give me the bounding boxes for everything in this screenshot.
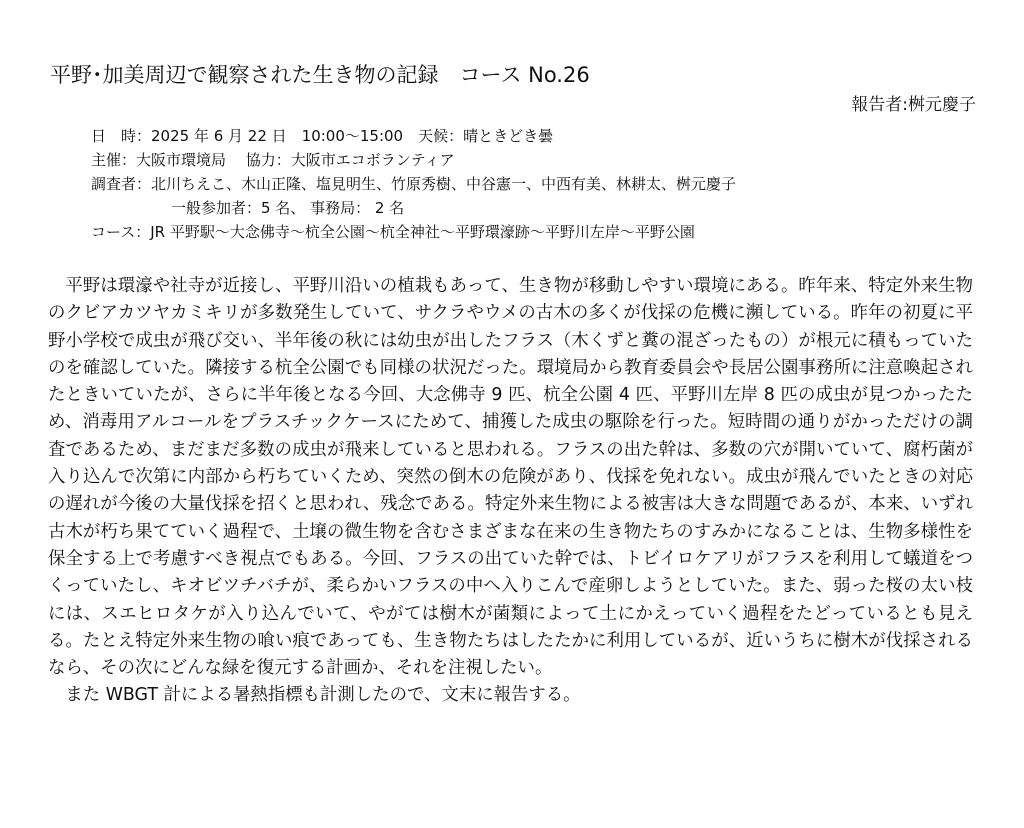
report-paragraph: 平野は環濠や社寺が近接し、平野川沿いの植栽もあって、生き物が移動しやすい環境にある。昨年来、特定外来生物のクビアカツヤカミキリが多数発生していて、サクラやウメの古木の多くが伐採の危機に瀕している。昨年の初夏に平野小学校で成虫が飛び交い、半年後の秋には幼虫が出したフラス（木くずと糞の混ざったもの）が根元に積もっていたのを確認していた。隣接する杭全公園でも同様の状況だった。環境局から教育委員会や長居公園事務所に注意喚起されたときいていたが、さらに半年後となる今回、大念佛寺 9 匹、杭全公園 4 匹、平野川左岸 8 匹の成虫が見つかったため、消毒用アルコールをプラスチックケースにためて、捕獲した成虫の駆除を行った。短時間の通りがかっただけの調査であるため、まだまだ多数の成虫が飛来していると思われる。フラスの出た幹は、多数の穴が開いていて、腐朽菌が入り込んで次第に内部から朽ちていくため、突然の倒木の危険があり、伐採を免れない。成虫が飛んでいたときの対応の遅れが今後の大量伐採を招くと思われ、残念である。特定外来生物による被害は大きな問題であるが、本来、いずれ古木が朽ち果てていく過程で、土壌の微生物を含むさまざまな在来の生き物たちのすみかになることは、生物多様性を保全する上で考慮すべき視点でもある。今回、フラスの出ていた幹では、トビイロケアリがフラスを利用して蟻道をつくっていたし、キオビツチバチが、柔らかいフラスの中へ入りこんで産卵しようとしていた。また、弱った桜の太い枝には、スエヒロタケが入り込んでいて、やがては樹木が菌類によって土にかえっていく過程をたどっているとも見える。たとえ特定外来生物の喰い痕であっても、生き物たちはしたたかに利用しているが、近いうちに樹木が伐採されるなら、その次にどんな緑を復元する計画か、それを注視したい。 [48,276,973,679]
survey-date: 日 時：2025 年 6 月 22 日 10:00～15:00 天候：晴ときどき曇 [91,127,554,145]
survey-course: コース：JR 平野駅～大念佛寺～杭全公園～杭全神社～平野環濠跡～平野川左岸～平野公園 [91,223,695,241]
survey-participants: 一般参加者：5 名、 事務局： 2 名 [171,199,405,217]
report-paragraph: また WBGT 計による暑熱指標も計測したので、文末に報告する。 [65,685,581,706]
report-body [48,273,973,710]
document-title: 平野･加美周辺で観察された生き物の記録 コース No.26 [50,63,590,87]
reporter-name: 報告者:桝元慶子 [851,95,976,115]
survey-investigators: 調査者：北川ちえこ、木山正隆、塩見明生、竹原秀樹、中谷憲一、中西有美、林耕太、桝元慶子 [91,175,737,193]
survey-organizer: 主催：大阪市環境局 協力：大阪市エコボランティア [91,151,455,169]
survey-meta [91,124,971,244]
